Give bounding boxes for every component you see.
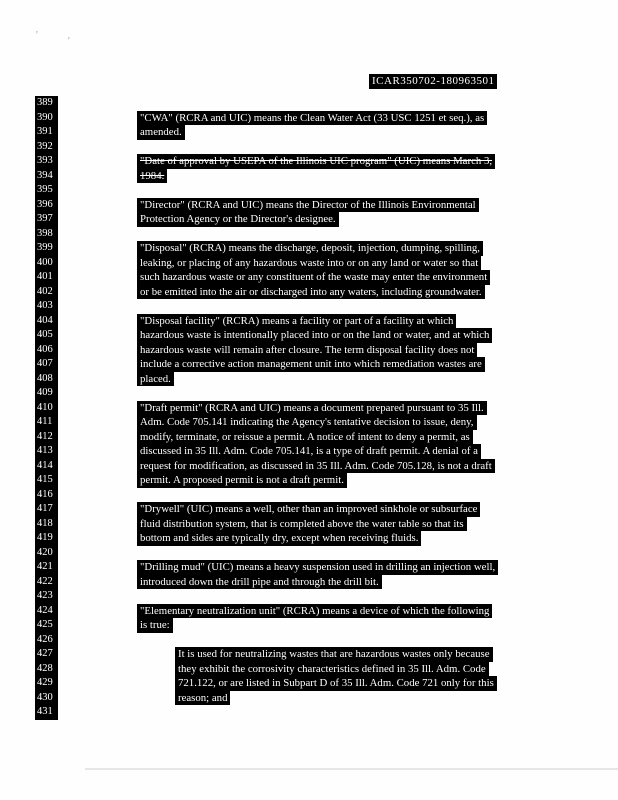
line-number: 389 [35, 96, 58, 111]
line-number: 426 [35, 633, 58, 648]
line-text: or be emitted into the air or discharged into any waters, including groundwater. [137, 285, 485, 300]
document-line [0, 633, 618, 648]
document-line [0, 401, 618, 416]
scan-artifact: ' [68, 36, 70, 47]
document-line [0, 517, 618, 532]
document-line [0, 241, 618, 256]
line-text: "Drilling mud" (UIC) means a heavy suspension used in drilling an injection well, [137, 560, 498, 575]
line-number: 391 [35, 125, 58, 140]
line-text: placed. [137, 372, 174, 387]
line-number: 430 [35, 691, 58, 706]
document-line [0, 357, 618, 372]
line-number: 411 [35, 415, 58, 430]
line-number: 402 [35, 285, 58, 300]
document-line [0, 154, 618, 169]
scan-edge-artifact [85, 768, 618, 770]
line-number: 397 [35, 212, 58, 227]
line-number: 395 [35, 183, 58, 198]
line-number: 408 [35, 372, 58, 387]
line-number: 406 [35, 343, 58, 358]
document-line [0, 111, 618, 126]
line-number: 424 [35, 604, 58, 619]
line-text: request for modification, as discussed in 35 Ill. Adm. Code 705.128, is not a draft [137, 459, 495, 474]
line-text: "Date of approval by USEPA of the Illinois UIC program" (UIC) means March 3, [137, 154, 495, 169]
line-number: 392 [35, 140, 58, 155]
line-number: 429 [35, 676, 58, 691]
document-line [0, 372, 618, 387]
document-line [0, 415, 618, 430]
document-line [0, 140, 618, 155]
line-number: 390 [35, 111, 58, 126]
line-number: 399 [35, 241, 58, 256]
document-line [0, 314, 618, 329]
line-number: 398 [35, 227, 58, 242]
line-text: hazardous waste is intentionally placed into or on the land or water, and at which [137, 328, 492, 343]
document-line [0, 531, 618, 546]
line-text: "Drywell" (UIC) means a well, other than an improved sinkhole or subsurface [137, 502, 480, 517]
document-line [0, 227, 618, 242]
line-text: 1984. [137, 169, 167, 184]
line-text: they exhibit the corrosivity characteristics defined in 35 Ill. Adm. Code [175, 662, 489, 677]
document-line [0, 212, 618, 227]
document-line [0, 169, 618, 184]
line-number: 409 [35, 386, 58, 401]
line-text: It is used for neutralizing wastes that are hazardous wastes only because [175, 647, 493, 662]
document-line [0, 488, 618, 503]
line-number: 394 [35, 169, 58, 184]
line-number: 416 [35, 488, 58, 503]
line-text: reason; and [175, 691, 230, 706]
document-line [0, 459, 618, 474]
line-number: 425 [35, 618, 58, 633]
line-text: "Elementary neutralization unit" (RCRA) means a device of which the following [137, 604, 492, 619]
document-line [0, 676, 618, 691]
line-text: fluid distribution system, that is completed above the water table so that its [137, 517, 467, 532]
document-line [0, 198, 618, 213]
line-number: 418 [35, 517, 58, 532]
line-number: 428 [35, 662, 58, 677]
line-number: 403 [35, 299, 58, 314]
line-text: introduced down the drill pipe and through the drill bit. [137, 575, 382, 590]
line-number: 405 [35, 328, 58, 343]
document-line [0, 343, 618, 358]
line-number: 410 [35, 401, 58, 416]
line-text: discussed in 35 Ill. Adm. Code 705.141, is a type of draft permit. A denial of a [137, 444, 481, 459]
line-number: 420 [35, 546, 58, 561]
document-line [0, 546, 618, 561]
document-line [0, 575, 618, 590]
line-text: modify, terminate, or reissue a permit. A notice of intent to deny a permit, as [137, 430, 473, 445]
line-text: bottom and sides are typically dry, except when receiving fluids. [137, 531, 421, 546]
document-line [0, 691, 618, 706]
document-line [0, 299, 618, 314]
document-line [0, 473, 618, 488]
line-text: Adm. Code 705.141 indicating the Agency's tentative decision to issue, deny, [137, 415, 477, 430]
line-number: 415 [35, 473, 58, 488]
document-line [0, 604, 618, 619]
line-text: include a corrective action management unit into which remediation wastes are [137, 357, 485, 372]
document-line [0, 270, 618, 285]
line-text: 721.122, or are listed in Subpart D of 35 Ill. Adm. Code 721 only for this [175, 676, 497, 691]
line-number: 400 [35, 256, 58, 271]
scan-artifact: ' [36, 30, 38, 41]
document-line [0, 502, 618, 517]
line-text: "Disposal" (RCRA) means the discharge, deposit, injection, dumping, spilling, [137, 241, 483, 256]
line-number: 419 [35, 531, 58, 546]
document-line [0, 96, 618, 111]
document-line [0, 589, 618, 604]
document-line [0, 285, 618, 300]
line-text: "Draft permit" (RCRA and UIC) means a document prepared pursuant to 35 Ill. [137, 401, 487, 416]
line-number: 407 [35, 357, 58, 372]
line-number: 413 [35, 444, 58, 459]
document-line [0, 444, 618, 459]
line-number: 427 [35, 647, 58, 662]
bates-number: ICAR350702-180963501 [369, 74, 497, 89]
document-lines [0, 96, 618, 720]
document-line [0, 256, 618, 271]
line-number: 417 [35, 502, 58, 517]
line-text: amended. [137, 125, 185, 140]
line-text: is true: [137, 618, 173, 633]
line-number: 421 [35, 560, 58, 575]
line-text: "CWA" (RCRA and UIC) means the Clean Water Act (33 USC 1251 et seq.), as [137, 111, 487, 126]
document-line [0, 662, 618, 677]
line-text: Protection Agency or the Director's designee. [137, 212, 339, 227]
line-number: 423 [35, 589, 58, 604]
document-line [0, 705, 618, 720]
line-number: 404 [35, 314, 58, 329]
document-line [0, 647, 618, 662]
line-text: permit. A proposed permit is not a draft permit. [137, 473, 347, 488]
document-line [0, 183, 618, 198]
line-number: 414 [35, 459, 58, 474]
document-line [0, 560, 618, 575]
line-text: leaking, or placing of any hazardous waste into or on any land or water so that [137, 256, 481, 271]
line-number: 401 [35, 270, 58, 285]
line-text: "Director" (RCRA and UIC) means the Director of the Illinois Environmental [137, 198, 479, 213]
line-text: hazardous waste will remain after closure. The term disposal facility does not [137, 343, 477, 358]
document-line [0, 386, 618, 401]
line-number: 422 [35, 575, 58, 590]
line-number: 412 [35, 430, 58, 445]
document-line [0, 125, 618, 140]
line-number: 431 [35, 705, 58, 720]
line-number: 396 [35, 198, 58, 213]
document-line [0, 430, 618, 445]
line-text: such hazardous waste or any constituent of the waste may enter the environment [137, 270, 490, 285]
line-number: 393 [35, 154, 58, 169]
document-line [0, 618, 618, 633]
document-line [0, 328, 618, 343]
line-text: "Disposal facility" (RCRA) means a facility or part of a facility at which [137, 314, 456, 329]
